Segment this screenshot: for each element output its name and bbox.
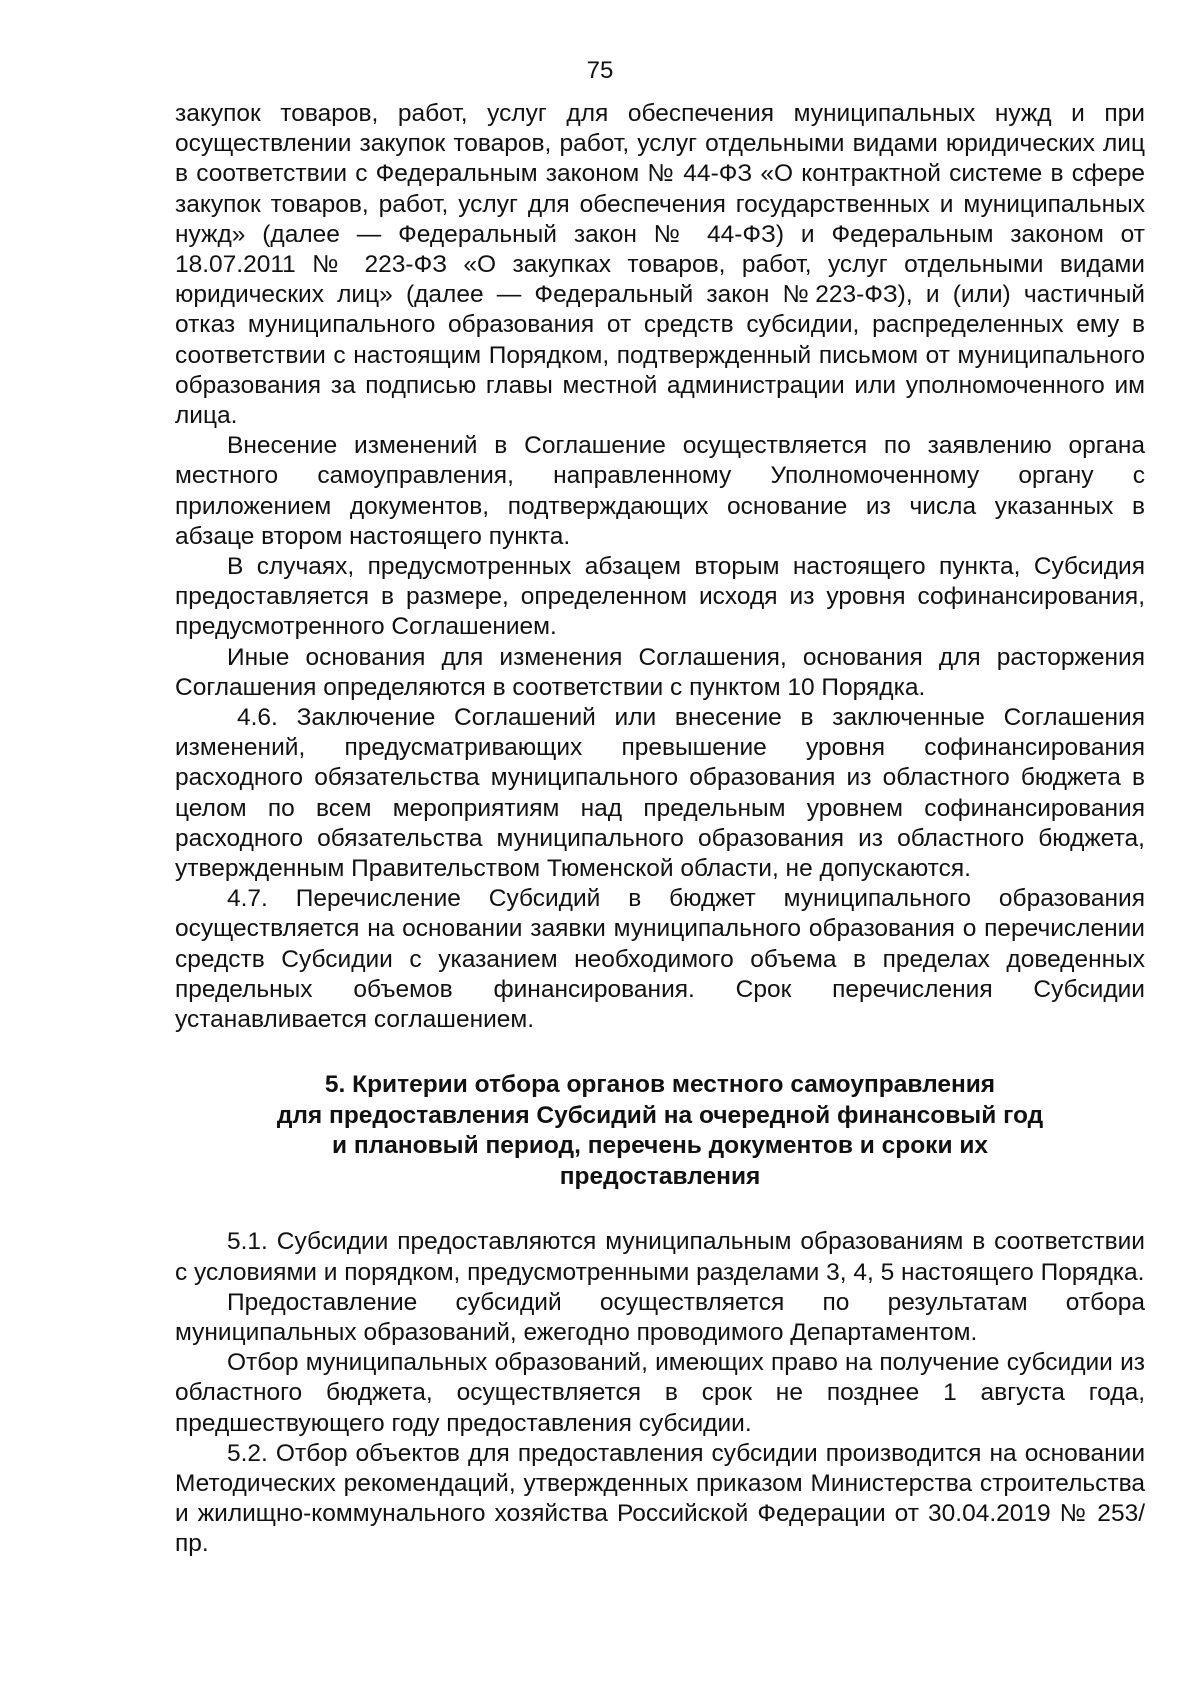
document-body bbox=[175, 99, 1145, 1560]
section-heading-line: и плановый период, перечень документов и сроки их bbox=[331, 1132, 989, 1160]
paragraph-4-7: 4.7. Перечисление Субсидий в бюджет муниципального образования осуществляется на основании заявки муниципального образования о перечислении средств Субсидии с указанием необходимого объема в пределах доведенных предельных объемов финансирования. Срок перечисления Субсидии устанавливается соглашением. bbox=[175, 885, 1145, 1034]
section-5-heading bbox=[175, 1070, 1145, 1192]
paragraph-4-6: 4.6. Заключение Соглашений или внесение в заключенные Соглашения изменений, предусматривающих превышение уровня софинансирования расходного обязательства муниципального образования из областного бюджета в целом по всем мероприятиям над предельным уровнем софинансирования расходного обязательства муниципального образования из областного бюджета, утвержденным Правительством Тюменской области, не допускаются. bbox=[175, 704, 1145, 883]
paragraph-agreement-changes: Внесение изменений в Соглашение осуществляется по заявлению органа местного самоуправления, направленному Уполномоченному органу с приложением документов, подтверждающих основание из числа указанных в абзаце втором настоящего пункта. bbox=[175, 432, 1145, 550]
section-heading-line: предоставления bbox=[559, 1162, 761, 1190]
paragraph-5-1: 5.1. Субсидии предоставляются муниципальным образованиям в соответствии с условиями и порядком, предусмотренными разделами 3, 4, 5 настоящего Порядка. bbox=[175, 1228, 1145, 1286]
paragraph-other-grounds: Иные основания для изменения Соглашения, основания для расторжения Соглашения определяются в соответствии с пунктом 10 Порядка. bbox=[175, 643, 1145, 701]
paragraph-subsidy-cases: В случаях, предусмотренных абзацем вторым настоящего пункта, Субсидия предоставляется в размере, определенном исходя из уровня софинансирования, предусмотренного Соглашением. bbox=[175, 553, 1145, 641]
paragraph-continuation: закупок товаров, работ, услуг для обеспечения муниципальных нужд и при осуществлении закупок товаров, работ, услуг отдельными видами юридических лиц в соответствии с Федеральным законом № 44-ФЗ «О контрактной системе в сфере закупок товаров, работ, услуг для обеспечения государственных и муниципальных нужд» (далее — Федеральный закон № 44-ФЗ) и Федеральным законом от 18.07.2011 № 223-ФЗ «О закупках товаров, работ, услуг отдельными видами юридических лиц» (далее — Федеральный закон №223-ФЗ), и (или) частичный отказ муниципального образования от средств субсидии, распределенных ему в соответствии с настоящим Порядком, подтвержденный письмом от муниципального образования за подписью главы местной администрации или уполномоченного им лица. bbox=[175, 100, 1145, 430]
paragraph-selection-deadline: Отбор муниципальных образований, имеющих право на получение субсидии из областного бюджета, осуществляется в срок не позднее 1 августа года, предшествующего году предоставления субсидии. bbox=[175, 1349, 1145, 1437]
paragraph-5-2: 5.2. Отбор объектов для предоставления субсидии производится на основании Методических рекомендаций, утвержденных приказом Министерства строительства и жилищно-коммунального хозяйства Российской Федерации от 30.04.2019 № 253/пр. bbox=[175, 1439, 1145, 1558]
page-number: 75 bbox=[586, 57, 614, 84]
section-heading-line: 5. Критерии отбора органов местного самоуправления bbox=[324, 1071, 996, 1099]
paragraph-selection-results: Предоставление субсидий осуществляется по результатам отбора муниципальных образований, ежегодно проводимого Департаментом. bbox=[175, 1288, 1145, 1346]
section-heading-line: для предоставления Субсидий на очередной финансовый год bbox=[276, 1101, 1044, 1129]
